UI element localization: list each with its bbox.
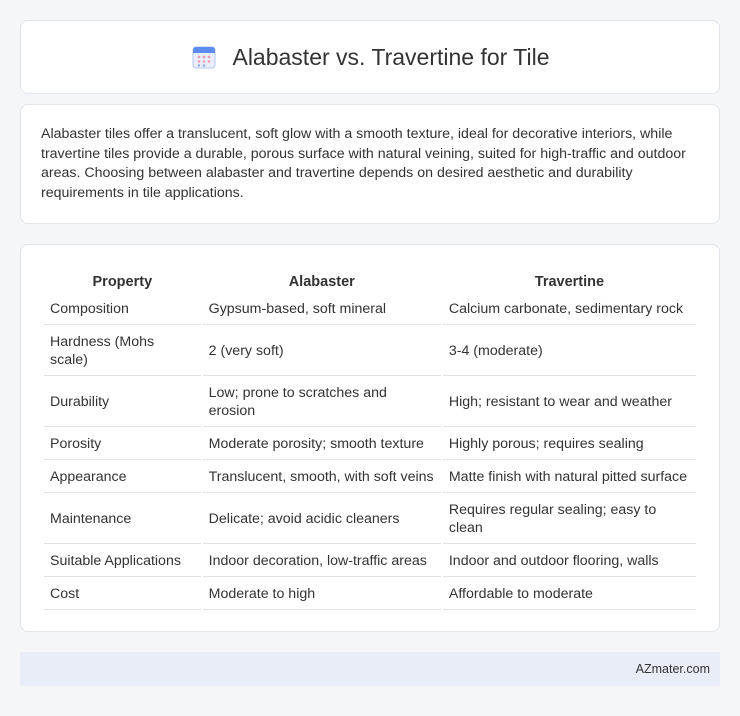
footer-site-label: AZmater.com	[635, 662, 710, 676]
property-cell: Durability	[44, 378, 201, 427]
travertine-cell: Requires regular sealing; easy to clean	[443, 495, 696, 544]
column-header-property: Property	[92, 274, 153, 290]
alabaster-cell: Gypsum-based, soft mineral	[203, 294, 441, 325]
alabaster-cell: Moderate porosity; smooth texture	[203, 429, 441, 460]
travertine-cell: Matte finish with natural pitted surface	[443, 462, 696, 493]
travertine-cell: Affordable to moderate	[443, 579, 696, 610]
intro-text: Alabaster tiles offer a translucent, soft glow with a smooth texture, ideal for decorative interiors, while travertine tiles provide a durable, porous surface with natural veining, suited for high-traffic and outdoor areas. Choosing between alabaster and travertine depends on desired aesthetic and durability requirements in tile applications.	[41, 126, 686, 201]
travertine-cell: High; resistant to wear and weather	[443, 378, 696, 427]
property-cell: Porosity	[44, 429, 201, 460]
comparison-table	[42, 266, 698, 612]
footer	[20, 652, 720, 686]
title-card	[20, 20, 720, 94]
table-header-row	[44, 268, 696, 292]
table-row	[44, 495, 696, 544]
alabaster-cell: Translucent, smooth, with soft veins	[203, 462, 441, 493]
travertine-cell: Highly porous; requires sealing	[443, 429, 696, 460]
travertine-cell: 3-4 (moderate)	[443, 327, 696, 376]
table-row	[44, 579, 696, 610]
intro-card	[20, 104, 720, 224]
property-cell: Suitable Applications	[44, 546, 201, 577]
property-cell: Cost	[44, 579, 201, 610]
alabaster-cell: Indoor decoration, low-traffic areas	[203, 546, 441, 577]
property-cell: Appearance	[44, 462, 201, 493]
property-cell: Hardness (Mohs scale)	[44, 327, 201, 376]
table-row	[44, 378, 696, 427]
table-row	[44, 327, 696, 376]
page-title: Alabaster vs. Travertine for Tile	[232, 43, 550, 70]
alabaster-cell: 2 (very soft)	[203, 327, 441, 376]
property-cell: Composition	[44, 294, 201, 325]
travertine-cell: Indoor and outdoor flooring, walls	[443, 546, 696, 577]
table-row	[44, 429, 696, 460]
alabaster-cell: Low; prone to scratches and erosion	[203, 378, 441, 427]
table-row	[44, 294, 696, 325]
table-row	[44, 462, 696, 493]
table-row	[44, 546, 696, 577]
alabaster-cell: Delicate; avoid acidic cleaners	[203, 495, 441, 544]
alabaster-cell: Moderate to high	[203, 579, 441, 610]
property-cell: Maintenance	[44, 495, 201, 544]
calendar-icon	[190, 43, 218, 71]
travertine-cell: Calcium carbonate, sedimentary rock	[443, 294, 696, 325]
column-header-travertine: Travertine	[534, 274, 605, 290]
column-header-alabaster: Alabaster	[288, 274, 355, 290]
comparison-card	[20, 244, 720, 632]
